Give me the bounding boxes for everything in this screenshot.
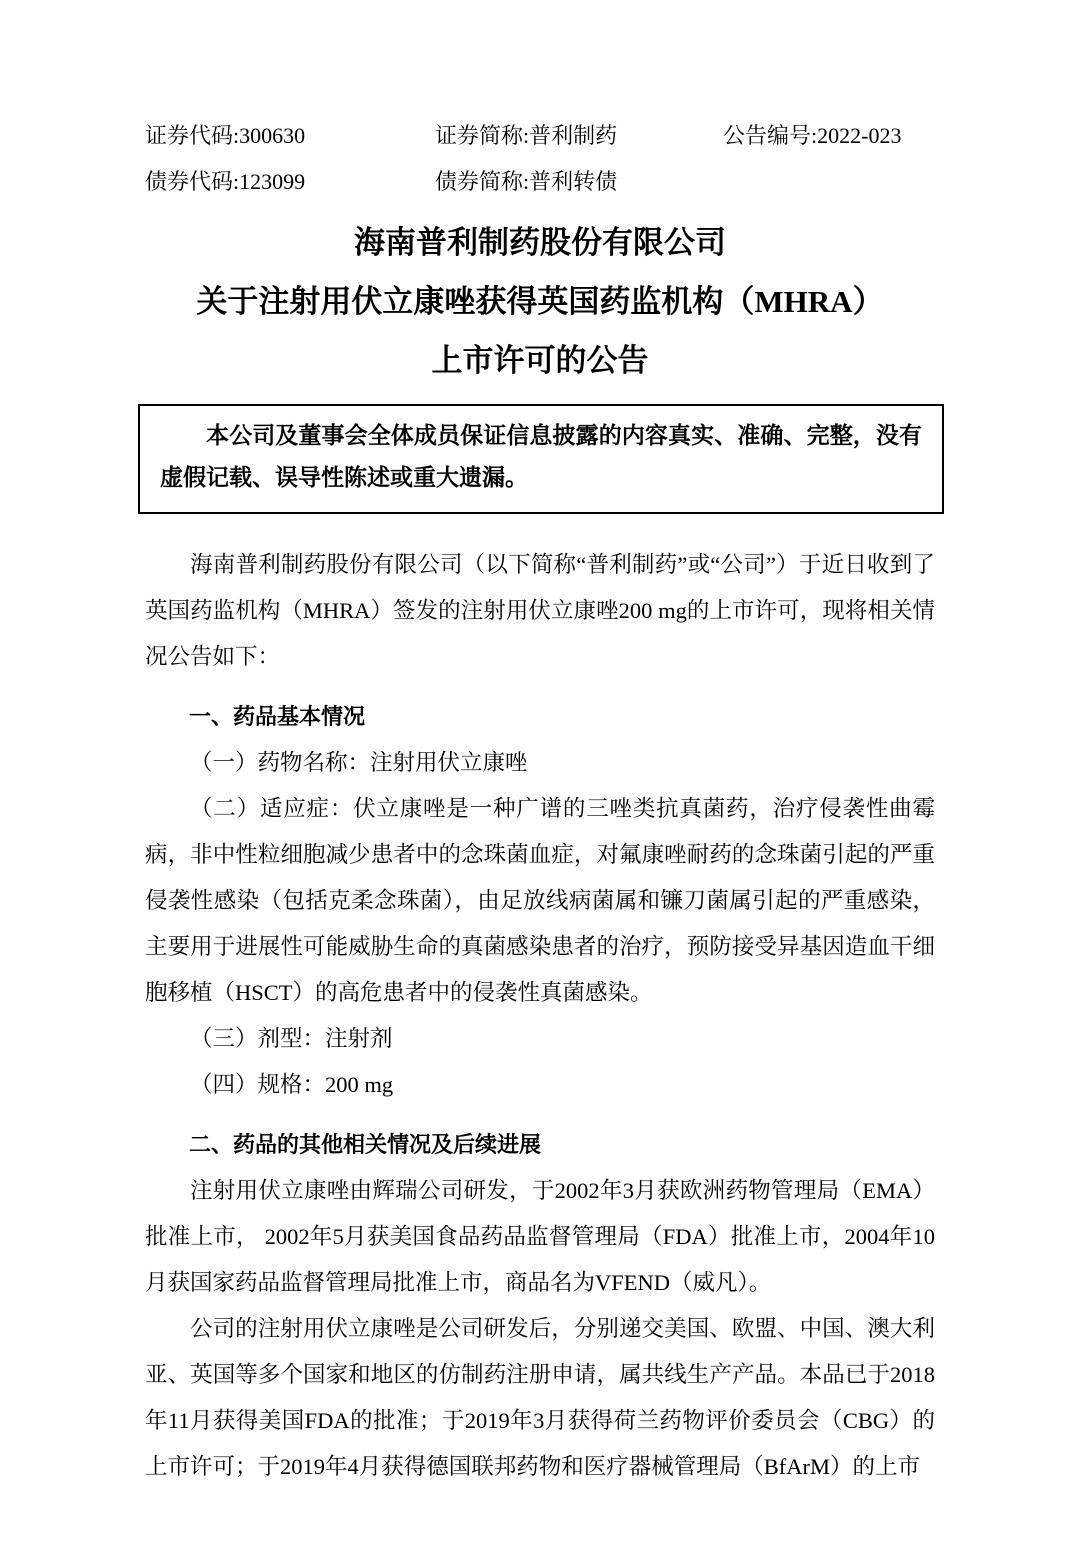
bond-code: 债券代码:123099 — [145, 169, 306, 194]
announcement-body — [145, 542, 935, 1490]
company-registration-paragraph: 公司的注射用伏立康唑是公司研发后，分别递交美国、欧盟、中国、澳大利亚、英国等多个国家和地区的仿制药注册申请，属共线生产产品。本品已于2018年11月获得美国FDA的批准；于2019年3月获得荷兰药物评价委员会（CBG）的上市许可；于2019年4月获得德国联邦药物和医疗器械管理局（BfArM）的上市 — [145, 1316, 935, 1479]
dosage-form-item: （三）剂型：注射剂 — [190, 1026, 393, 1051]
securities-header-row-1 — [145, 120, 935, 152]
stock-code: 证券代码:300630 — [145, 123, 306, 148]
specification-item: （四）规格：200 mg — [190, 1072, 394, 1097]
drug-name-item: （一）药物名称：注射用伏立康唑 — [190, 750, 528, 775]
board-disclaimer-box — [138, 404, 944, 514]
document-title-suffix: 上市许可的公告 — [431, 343, 649, 378]
indications-paragraph: （二）适应症：伏立康唑是一种广谱的三唑类抗真菌药，治疗侵袭性曲霉病，非中性粒细胞减少患者中的念珠菌血症，对氟康唑耐药的念珠菌引起的严重侵袭性感染（包括克柔念珠菌），由足放线病菌属和镰刀菌属引起的严重感染，主要用于进展性可能威胁生命的真菌感染患者的治疗，预防接受异基因造血干细胞移植（HSCT）的高危患者中的侵袭性真菌感染。 — [145, 796, 935, 1005]
document-title-subject: 关于注射用伏立康唑获得英国药监机构（MHRA） — [196, 284, 884, 319]
stock-abbreviation: 证券简称:普利制药 — [435, 123, 618, 148]
section-1-heading: 一、药品基本情况 — [189, 704, 366, 729]
originator-history-paragraph: 注射用伏立康唑由辉瑞公司研发，于2002年3月获欧洲药物管理局（EMA）批准上市， 2002年5月获美国食品药品监督管理局（FDA）批准上市，2004年10月获国家药品监督管理局批准上市，商品名为VFEND（威凡）。 — [145, 1178, 935, 1295]
document-title-company: 海南普利制药股份有限公司 — [354, 225, 726, 260]
board-disclaimer-text: 本公司及董事会全体成员保证信息披露的内容真实、准确、完整，没有虚假记载、误导性陈述或重大遗漏。 — [160, 423, 922, 490]
intro-paragraph: 海南普利制药股份有限公司（以下简称“普利制药”或“公司”）于近日收到了英国药监机构（MHRA）签发的注射用伏立康唑200 mg的上市许可，现将相关情况公告如下： — [145, 552, 935, 669]
bond-abbreviation: 债券简称:普利转债 — [435, 169, 618, 194]
section-2-heading: 二、药品的其他相关情况及后续进展 — [189, 1132, 542, 1157]
header-spacer — [723, 166, 935, 198]
announcement-number: 公告编号:2022-023 — [723, 123, 902, 148]
securities-header-row-2 — [145, 166, 935, 198]
